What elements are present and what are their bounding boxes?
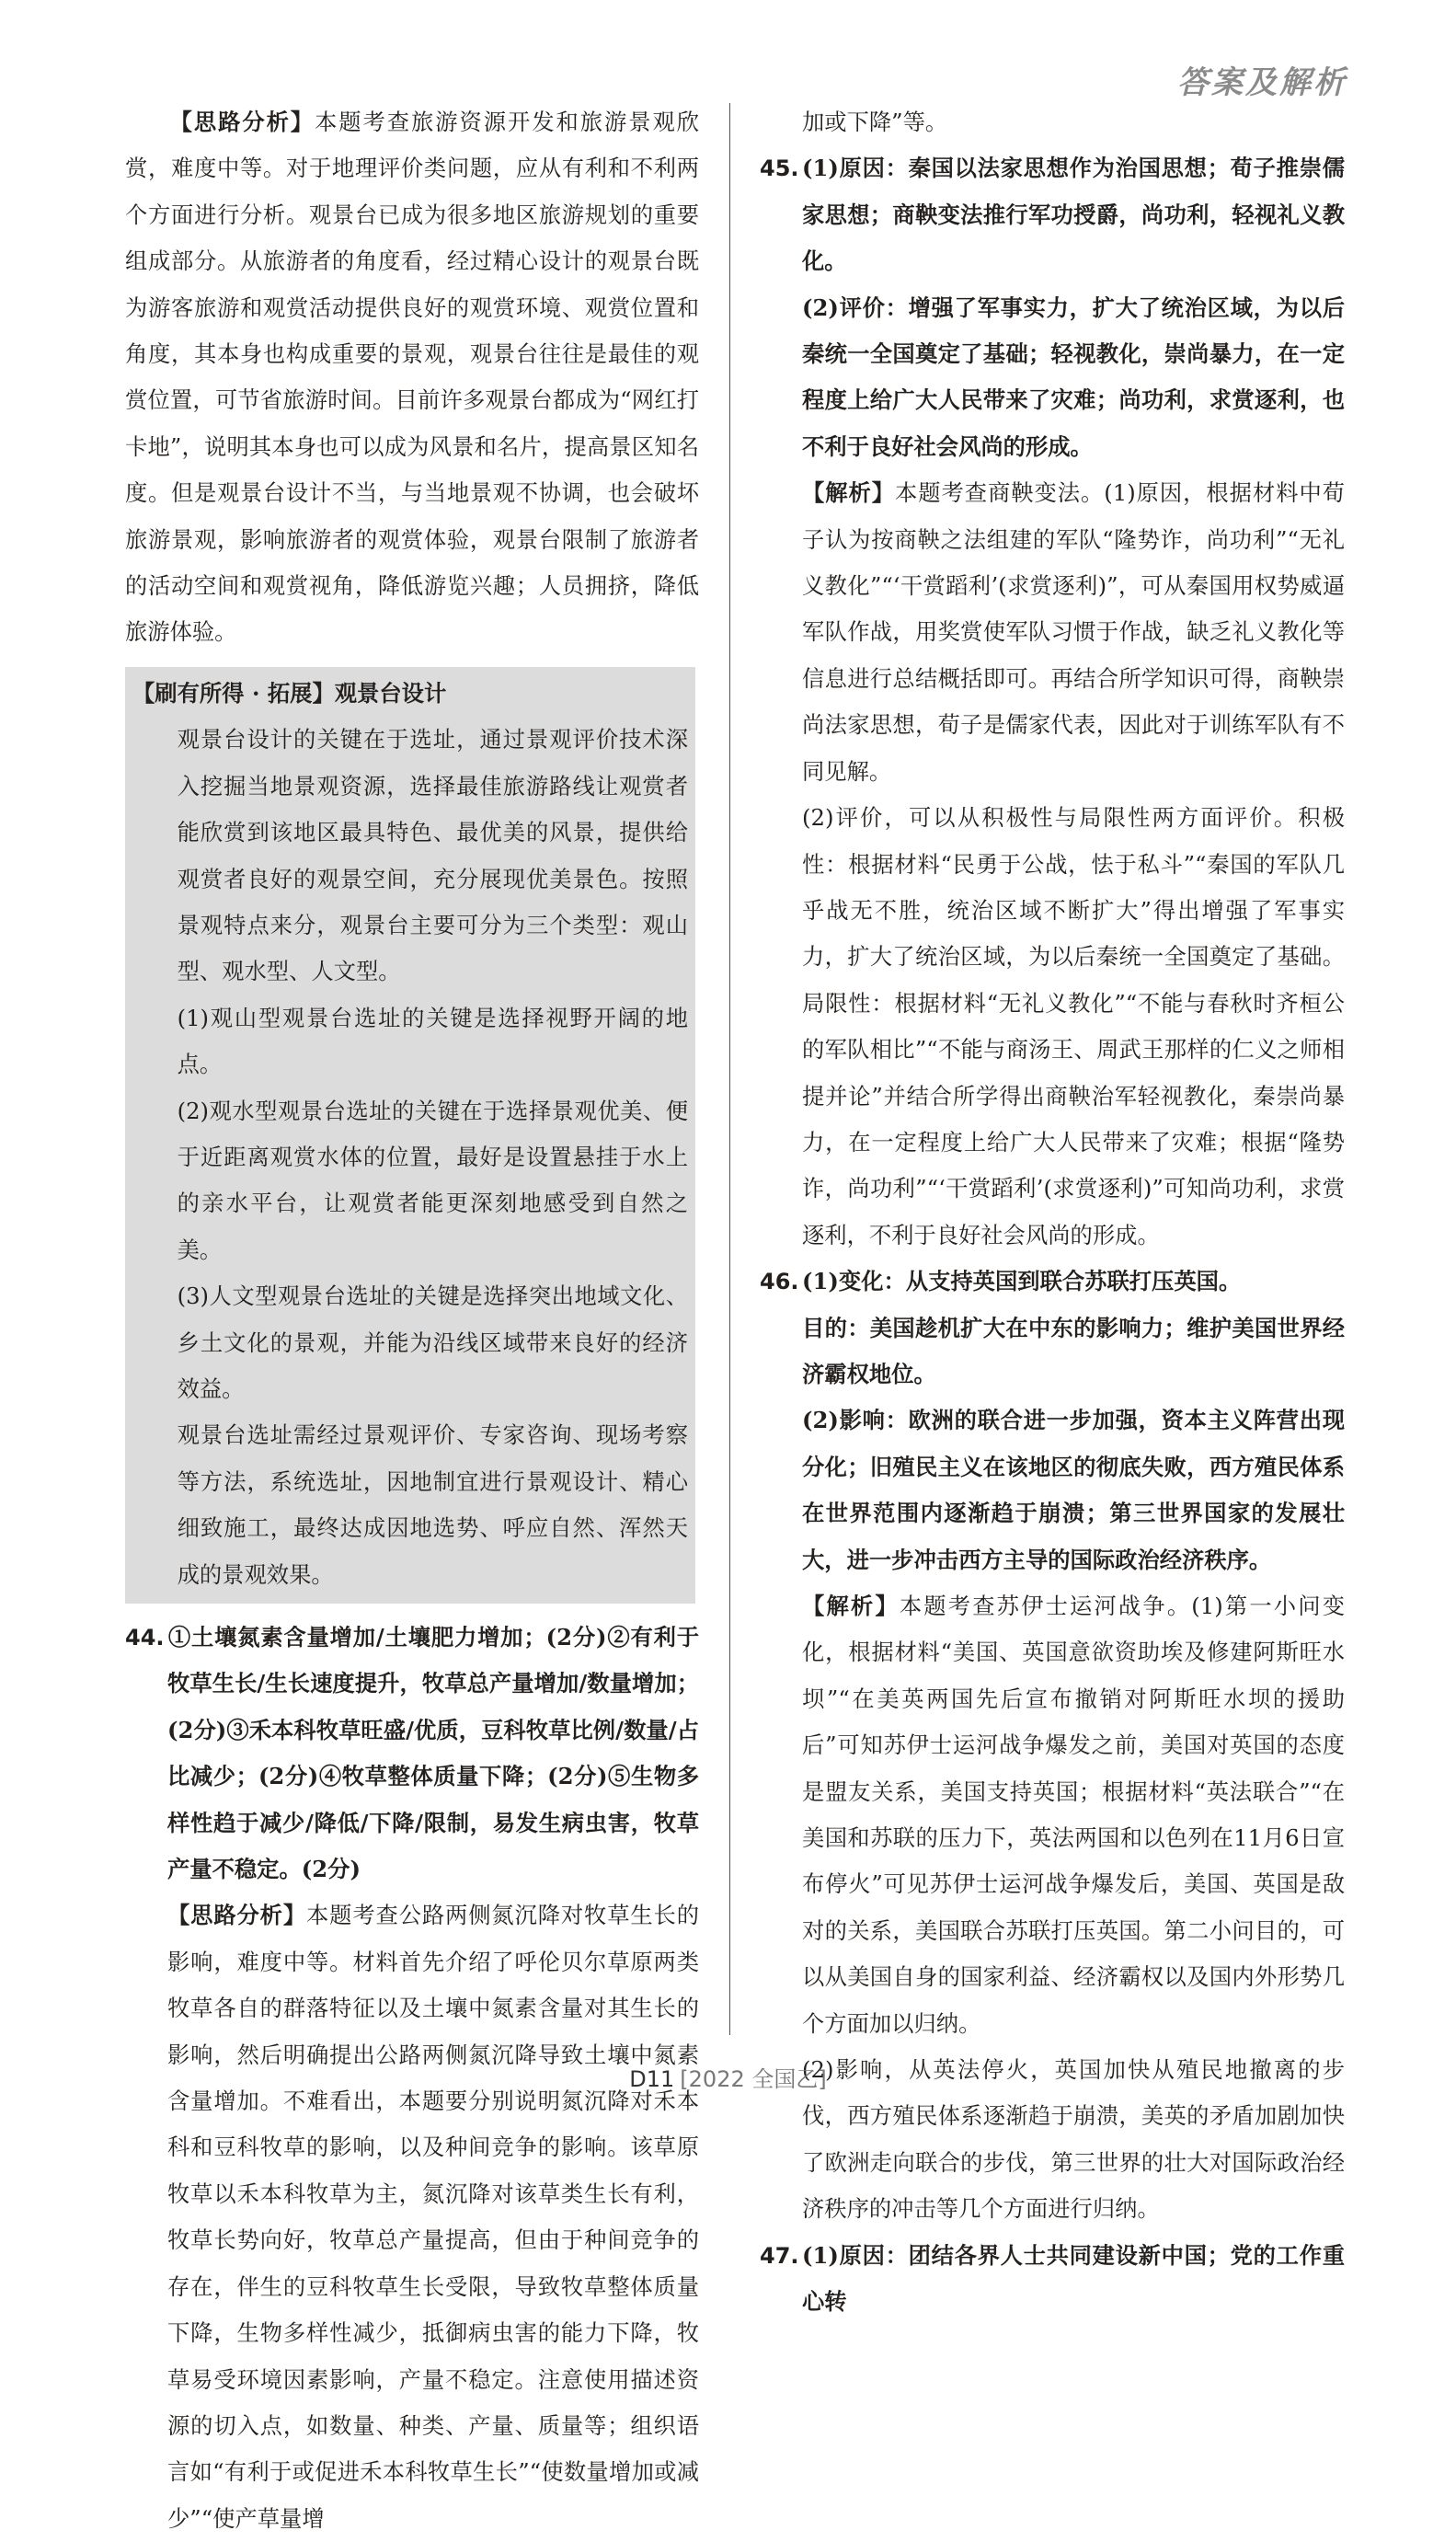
- analysis-tag: 【思路分析】: [169, 109, 315, 135]
- question-45-analysis-2: (2)评价，可以从积极性与局限性两方面评价。积极性：根据材料“民勇于公战，怯于私斗”“秦国的军队几乎战无不胜，统治区域不断扩大”得出增强了军事实力，扩大了统治区域，为以后秦统一全国奠定了基础。局限性：根据材料“无礼义教化”“不能与春秋时齐桓公的军队相比”“不能与商汤王、周武王那样的仁义之师相提并论”并结合所学得出商鞅治军轻视教化，秦崇尚暴力，在一定程度上给广大人民带来了灾难；根据“隆势诈，尚功利”“‘干赏蹈利’(求赏逐利)”可知尚功利，求赏逐利，不利于良好社会风尚的形成。: [802, 804, 1345, 1248]
- extension-box-title: 【刷有所得 · 拓展】观景台设计: [132, 679, 447, 707]
- question-44-analysis: [125, 1892, 699, 2542]
- answer-text: ①土壤氮素含量增加/土壤肥力增加；(2分)②有利于牧草生长/生长速度提升，牧草总产量增加/数量增加；(2分)③禾本科牧草旺盛/优质，豆科牧草比例/数量/占比减少；(2分)④牧草整体质量下降；(2分)⑤生物多样性趋于减少/降低/下降/限制，易发生病虫害，牧草产量不稳定。(2分): [167, 1624, 699, 1883]
- question-number: 44.: [125, 1625, 165, 1651]
- extension-box: [125, 667, 695, 1604]
- extension-paragraph: 观景台设计的关键在于选址，通过景观评价技术深入挖掘当地景观资源，选择最佳旅游路线让观赏者能欣赏到该地区最具特色、最优美的风景，提供给观赏者良好的观景空间，充分展现优美景色。按照景观特点来分，观景台主要可分为三个类型：观山型、观水型、人文型。: [177, 726, 688, 985]
- page-footer: [0, 2061, 1456, 2093]
- analysis-text: 本题考查公路两侧氮沉降对牧草生长的影响，难度中等。材料首先介绍了呼伦贝尔草原两类牧草各自的群落特征以及土壤中氮素含量对其生长的影响，然后明确提出公路两侧氮沉降导致土壤中氮素含量增加。不难看出，本题要分别说明氮沉降对禾本科和豆科牧草的影响，以及种间竞争的影响。该草原牧草以禾本科牧草为主，氮沉降对该草类生长有利，牧草长势向好，牧草总产量提高，但由于种间竞争的存在，伴生的豆科牧草生长受限，导致牧草整体质量下降，生物多样性减少，抵御病虫害的能力下降，牧草易受环境因素影响，产量不稳定。注意使用描述资源的切入点，如数量、种类、产量、质量等；组织语言如“有利于或促进禾本科牧草生长”“使数量增加或减少”“使产草量增: [167, 1902, 700, 2532]
- exam-label: [2022 全国乙]: [680, 2066, 827, 2092]
- question-44-answer: [125, 1615, 699, 1892]
- question-46-answer-2: (2)影响：欧洲的联合进一步加强，资本主义阵营出现分化；旧殖民主义在该地区的彻底失败，西方殖民体系在世界范围内逐渐趋于崩溃；第三世界国家的发展壮大，进一步冲击西方主导的国际政治经济秩序。: [802, 1407, 1345, 1573]
- question-46-answer-purpose: 目的：美国趁机扩大在中东的影响力；维护美国世界经济霸权地位。: [802, 1314, 1345, 1387]
- extension-paragraph: (1)观山型观景台选址的关键是选择视野开阔的地点。: [177, 1004, 688, 1078]
- question-46-analysis-2: (2)影响，从英法停火，英国加快从殖民地撤离的步伐，西方殖民体系逐渐趋于崩溃，美英的矛盾加剧加快了欧洲走向联合的步伐，第三世界的壮大对国际政治经济秩序的冲击等几个方面进行归纳。: [802, 2056, 1345, 2223]
- extension-paragraph: 观景台选址需经过景观评价、专家咨询、现场考察等方法，系统选址，因地制宜进行景观设计、精心细致施工，最终达成因地选势、呼应自然、浑然天成的景观效果。: [177, 1421, 688, 1588]
- left-column: [125, 99, 699, 2542]
- answer-text: (1)原因：秦国以法家思想作为治国思想；荀子推崇儒家思想；商鞅变法推行军功授爵，尚功利，轻视礼义教化。: [802, 155, 1345, 275]
- question-45-analysis-1: [760, 470, 1345, 795]
- continued-text: 加或下降”等。: [802, 109, 948, 135]
- right-column: [760, 99, 1345, 2326]
- extension-paragraph: (3)人文型观景台选址的关键是选择突出地域文化、乡土文化的景观，并能为沿线区域带来良好的经济效益。: [177, 1283, 688, 1402]
- analysis-tag: 【解析】: [802, 479, 896, 507]
- analysis-text: 本题考查苏伊士运河战争。(1)第一小问变化，根据材料“美国、英国意欲资助埃及修建阿斯旺水坝”“在美英两国先后宣布撤销对阿斯旺水坝的援助后”可知苏伊士运河战争爆发之前，美国对英国的态度是盟友关系，美国支持英国；根据材料“英法联合”“在美国和苏联的压力下，英法两国和以色列在11月6日宣布停火”可见苏伊士运河战争爆发后，美国、英国是敌对的关系，美国联合苏联打压英国。第二小问目的，可以从美国自身的国家利益、经济霸权以及国内外形势几个方面加以归纳。: [802, 1593, 1345, 2037]
- question-number: 46.: [760, 1269, 799, 1295]
- analysis-text: 本题考查旅游资源开发和旅游景观欣赏，难度中等。对于地理评价类问题，应从有利和不利两个方面进行分析。观景台已成为很多地区旅游规划的重要组成部分。从旅游者的角度看，经过精心设计的观景台既为游客旅游和观赏活动提供良好的观赏环境、观赏位置和角度，其本身也构成重要的景观，观景台往往是最佳的观赏位置，可节省旅游时间。目前许多观景台都成为“网红打卡地”，说明其本身也可以成为风景和名片，提高景区知名度。但是观景台设计不当，与当地景观不协调，也会破坏旅游景观，影响旅游者的观赏体验，观景台限制了旅游者的活动空间和观赏视角，降低游览兴趣；人员拥挤，降低旅游体验。: [125, 109, 700, 646]
- extension-paragraph: (2)观水型观景台选址的关键在于选择景观优美、便于近距离观赏水体的位置，最好是设置悬挂于水上的亲水平台，让观赏者能更深刻地感受到自然之美。: [177, 1097, 688, 1263]
- analysis-paragraph-43: [125, 99, 699, 656]
- question-46-answer-1: [760, 1259, 1345, 1305]
- question-46-analysis-1: [760, 1583, 1345, 2047]
- answer-text: (1)变化：从支持英国到联合苏联打压英国。: [802, 1268, 1242, 1295]
- question-47-answer-1: [760, 2233, 1345, 2326]
- column-divider: [729, 103, 730, 2035]
- question-45-answer-2: (2)评价：增强了军事实力，扩大了统治区域，为以后秦统一全国奠定了基础；轻视教化，崇尚暴力，在一定程度上给广大人民带来了灾难；尚功利，求赏逐利，也不利于良好社会风尚的形成。: [802, 293, 1345, 460]
- question-45-answer-1: [760, 145, 1345, 284]
- page-header-title: 答案及解析: [1177, 64, 1347, 101]
- answer-text: (1)原因：团结各界人士共同建设新中国；党的工作重心转: [802, 2241, 1345, 2316]
- analysis-tag: 【解析】: [802, 1593, 900, 1619]
- page-number: D11: [629, 2066, 675, 2092]
- analysis-text: 本题考查商鞅变法。(1)原因，根据材料中荀子认为按商鞅之法组建的军队“隆势诈，尚功利”“无礼义教化”“‘干赏蹈利’(求赏逐利)”，可从秦国用权势威逼军队作战，用奖赏使军队习惯于作战，缺乏礼义教化等信息进行总结概括即可。再结合所学知识可得，商鞅崇尚法家思想，荀子是儒家代表，因此对于训练军队有不同见解。: [802, 479, 1345, 785]
- analysis-tag: 【思路分析】: [167, 1902, 307, 1929]
- question-number: 45.: [760, 155, 799, 182]
- question-number: 47.: [760, 2242, 799, 2269]
